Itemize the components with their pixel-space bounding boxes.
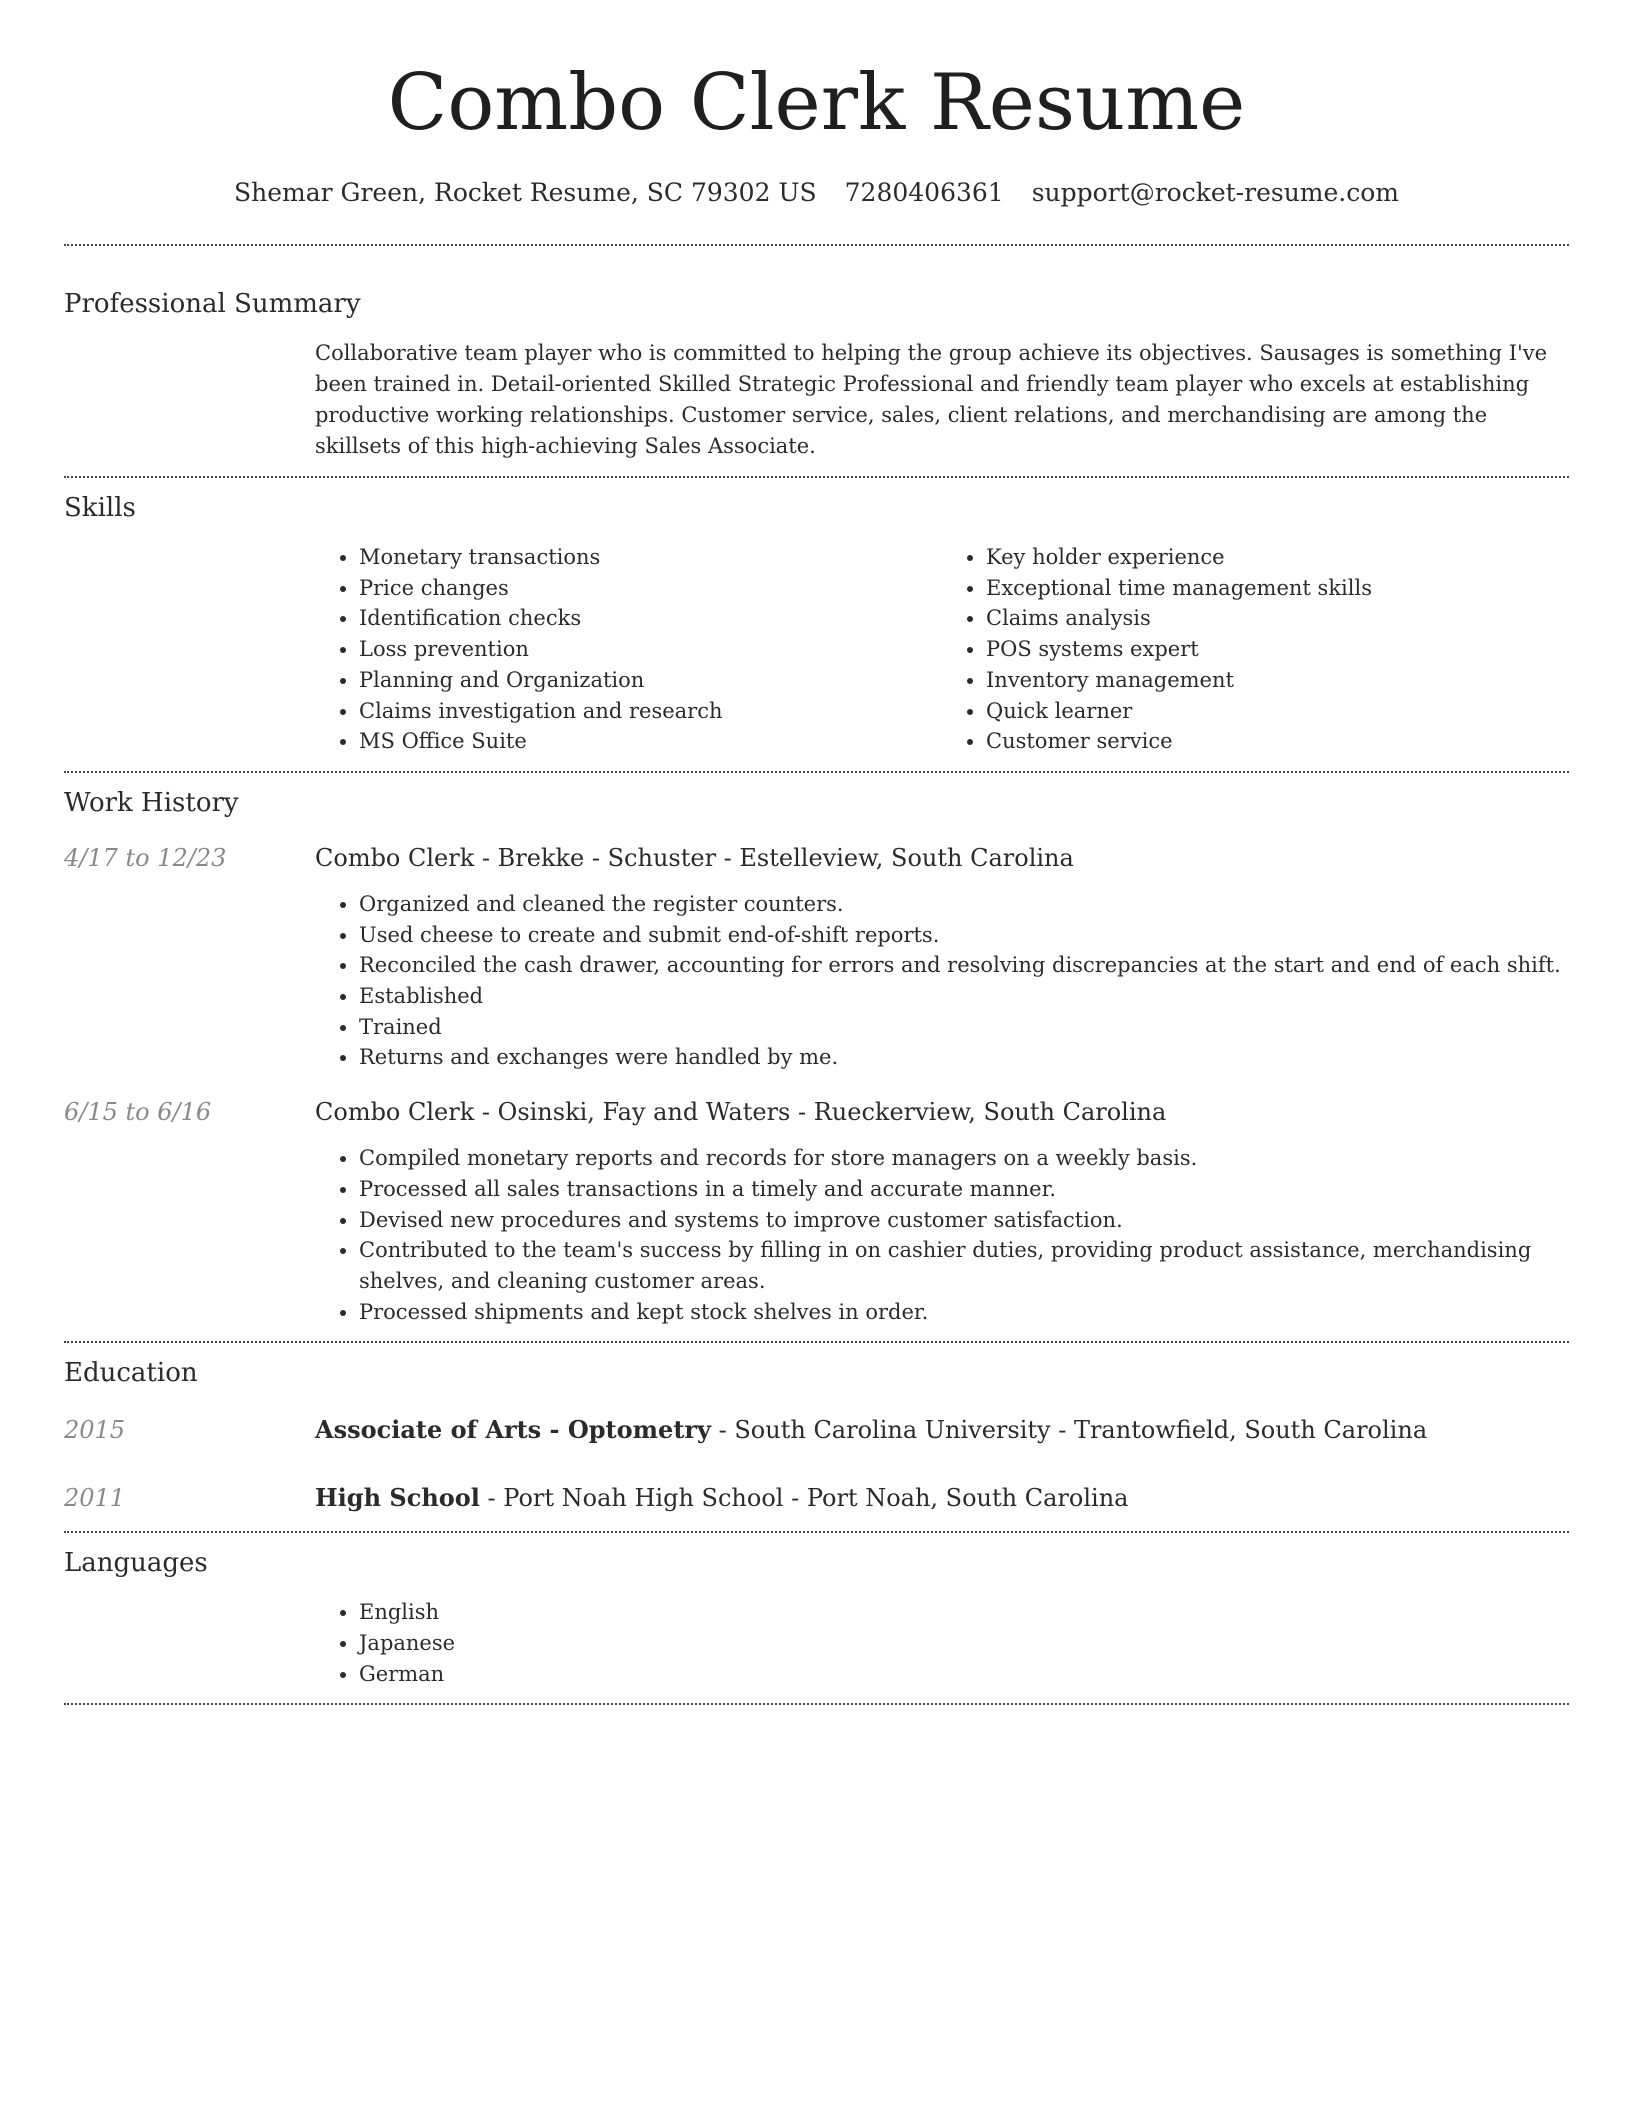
job-title: Combo Clerk - Osinski, Fay and Waters - Rueckerview, South Carolina bbox=[315, 1098, 1167, 1127]
job-bullet: • Devised new procedures and systems to improve customer satisfaction. bbox=[359, 1205, 1569, 1236]
skill-item: • MS Office Suite bbox=[359, 726, 942, 757]
job-dates: 4/17 to 12/23 bbox=[64, 843, 227, 872]
job-entry bbox=[64, 1095, 1569, 1327]
job-bullets bbox=[315, 1143, 1569, 1327]
languages-list bbox=[315, 1597, 1569, 1689]
divider bbox=[64, 1703, 1569, 1705]
education-entry bbox=[64, 1481, 1569, 1515]
resume-page bbox=[64, 0, 1569, 1705]
contact-address: Shemar Green, Rocket Resume, SC 79302 US bbox=[233, 178, 817, 207]
divider bbox=[64, 1531, 1569, 1533]
job-bullet: • Returns and exchanges were handled by me. bbox=[359, 1042, 1569, 1073]
education-details: - South Carolina University - Trantowfield, South Carolina bbox=[711, 1416, 1428, 1445]
job-title: Combo Clerk - Brekke - Schuster - Estelleview, South Carolina bbox=[315, 843, 1074, 872]
job-bullet: • Compiled monetary reports and records for store managers on a weekly basis. bbox=[359, 1143, 1569, 1174]
skill-item: • Price changes bbox=[359, 573, 942, 604]
job-bullet: • Contributed to the team's success by filling in on cashier duties, providing product assistance, merchandising shelves, and cleaning customer areas. bbox=[359, 1235, 1569, 1296]
resume-title: Combo Clerk Resume bbox=[387, 58, 1246, 148]
job-dates: 6/15 to 6/16 bbox=[64, 1098, 212, 1127]
summary-section bbox=[64, 286, 1569, 462]
education-section bbox=[64, 1355, 1569, 1515]
section-heading-education: Education bbox=[64, 1358, 198, 1389]
job-bullet: • Reconciled the cash drawer, accounting for errors and resolving discrepancies at the start and end of each shift. bbox=[359, 950, 1569, 981]
skill-item: • Quick learner bbox=[986, 696, 1569, 727]
education-year: 2011 bbox=[64, 1484, 126, 1513]
job-entry bbox=[64, 841, 1569, 1073]
job-bullet: • Used cheese to create and submit end-of-shift reports. bbox=[359, 920, 1569, 951]
skill-item: • Claims analysis bbox=[986, 603, 1569, 634]
education-degree: High School bbox=[315, 1483, 480, 1513]
skills-section bbox=[64, 490, 1569, 757]
divider bbox=[64, 1341, 1569, 1343]
skills-columns bbox=[315, 542, 1569, 757]
skill-item: • Claims investigation and research bbox=[359, 696, 942, 727]
job-bullet: • Processed all sales transactions in a timely and accurate manner. bbox=[359, 1174, 1569, 1205]
section-heading-languages: Languages bbox=[64, 1548, 208, 1579]
job-bullet: • Processed shipments and kept stock shelves in order. bbox=[359, 1297, 1569, 1328]
skill-item: • Key holder experience bbox=[986, 542, 1569, 573]
skill-item: • Exceptional time management skills bbox=[986, 573, 1569, 604]
education-entry bbox=[64, 1413, 1569, 1447]
skills-list-left bbox=[315, 542, 942, 757]
language-item: • English bbox=[359, 1597, 1569, 1628]
job-bullet: • Organized and cleaned the register counters. bbox=[359, 889, 1569, 920]
education-degree: Associate of Arts - Optometry bbox=[315, 1415, 711, 1445]
education-year: 2015 bbox=[64, 1416, 126, 1445]
skills-list-right bbox=[942, 542, 1569, 757]
section-heading-skills: Skills bbox=[64, 493, 136, 523]
divider bbox=[64, 244, 1569, 246]
skill-item: • Monetary transactions bbox=[359, 542, 942, 573]
skill-item: • Loss prevention bbox=[359, 634, 942, 665]
languages-section bbox=[64, 1545, 1569, 1689]
skill-item: • Planning and Organization bbox=[359, 665, 942, 696]
language-item: • Japanese bbox=[359, 1628, 1569, 1659]
job-bullet: • Trained bbox=[359, 1012, 1569, 1043]
skill-item: • POS systems expert bbox=[986, 634, 1569, 665]
language-item: • German bbox=[359, 1659, 1569, 1690]
education-title bbox=[315, 1481, 1128, 1515]
contact-phone: 7280406361 bbox=[844, 178, 1004, 207]
divider bbox=[64, 476, 1569, 478]
skill-item: • Customer service bbox=[986, 726, 1569, 757]
skill-item: • Identification checks bbox=[359, 603, 942, 634]
divider bbox=[64, 771, 1569, 773]
contact-line bbox=[64, 176, 1569, 210]
section-heading-summary: Professional Summary bbox=[64, 289, 361, 319]
job-bullets bbox=[315, 889, 1569, 1073]
skill-item: • Inventory management bbox=[986, 665, 1569, 696]
job-bullet: • Established bbox=[359, 981, 1569, 1012]
education-details: - Port Noah High School - Port Noah, South Carolina bbox=[479, 1484, 1129, 1513]
education-title bbox=[315, 1413, 1427, 1447]
section-heading-work: Work History bbox=[64, 787, 239, 818]
summary-text: Collaborative team player who is committed to helping the group achieve its objectives. Sausages is something I've been trained in. Detail-oriented Skilled Strategic Professional and friendly team player who excels at establishing productive working relationships. Customer service, sales, client relations, and merchandising are among the skillsets of this high-achieving Sales Associate. bbox=[315, 341, 1548, 458]
contact-email: support@rocket-resume.com bbox=[1031, 178, 1400, 207]
work-history-section bbox=[64, 785, 1569, 1327]
